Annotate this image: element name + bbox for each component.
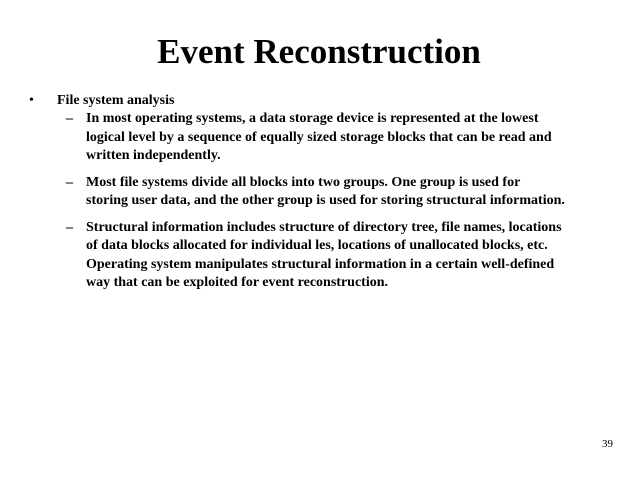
sub-bullet-text: [86, 219, 616, 293]
sub-bullet-line: Operating system manipulates structural information in a certain well-defined: [86, 256, 555, 272]
sub-bullet-marker: –: [66, 174, 73, 190]
sub-bullet-line: of data blocks allocated for individual les, locations of unallocated blocks, etc.: [86, 238, 548, 253]
sub-bullet-line: written independently.: [86, 148, 221, 163]
sub-bullet-text: [86, 174, 616, 211]
sub-bullet-line: Structural information includes structure of directory tree, file names, locations: [86, 219, 562, 235]
sub-bullet-line: logical level by a sequence of equally sized storage blocks that can be read and: [86, 129, 552, 145]
sub-bullet-marker: –: [66, 111, 73, 126]
slide-title: Event Reconstruction: [157, 32, 481, 71]
sub-bullet-item: [0, 174, 638, 211]
bullet-marker: •: [29, 93, 34, 108]
sub-bullet-line: way that can be exploited for event reconstruction.: [86, 275, 388, 290]
sub-bullet-list: [0, 110, 638, 301]
sub-bullet-item: [0, 110, 638, 166]
sub-bullet-line: storing user data, and the other group is used for storing structural information.: [86, 193, 565, 208]
sub-bullet-item: [0, 219, 638, 293]
sub-bullet-marker: –: [66, 219, 73, 235]
sub-bullet-text: [86, 110, 616, 166]
sub-bullet-line: In most operating systems, a data storage device is represented at the lowest: [86, 111, 539, 126]
bullet-text: File system analysis: [57, 93, 175, 108]
page-number: 39: [602, 438, 613, 450]
sub-bullet-line: Most file systems divide all blocks into two groups. One group is used for: [86, 174, 521, 190]
